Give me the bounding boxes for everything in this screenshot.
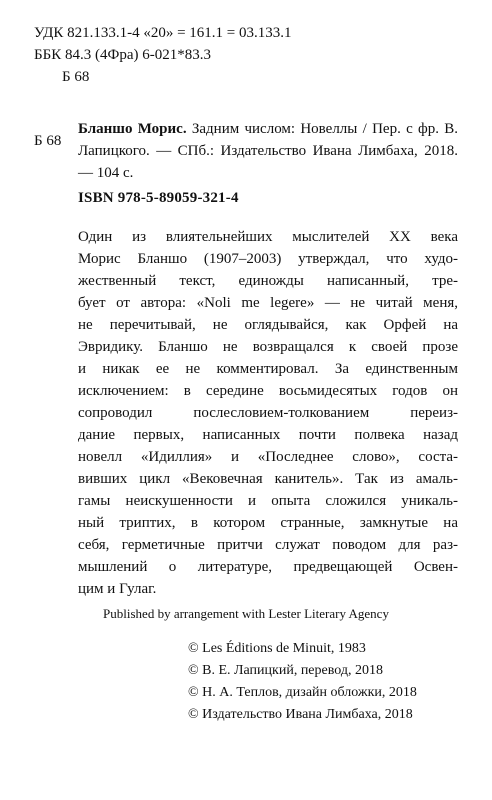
bibliographic-record	[78, 118, 458, 184]
udk-code: УДК 821.133.1-4 «20» = 161.1 = 03.133.1	[34, 25, 292, 41]
abstract-line: себя, герметичные притчи служат поводом для раз-	[78, 537, 458, 553]
author-code-margin: Б 68	[34, 133, 62, 149]
abstract-line: гамы неискушенности и опыта сложился уникаль-	[78, 493, 458, 509]
copyright-line: © В. Е. Лапицкий, перевод, 2018	[188, 663, 383, 678]
isbn: ISBN 978-5-89059-321-4	[78, 190, 239, 206]
abstract-line: не перечитывай, не оглядывайся, как Орфей на	[78, 317, 458, 333]
classification-block	[34, 22, 292, 88]
abstract-line: цим и Гулаг.	[78, 581, 157, 597]
copyright-line: © Н. А. Теплов, дизайн обложки, 2018	[188, 685, 417, 700]
bbk-code: ББК 84.3 (4Фра) 6-021*83.3	[34, 47, 211, 63]
author-mark: Б 68	[62, 69, 90, 85]
abstract-line: новелл «Идиллия» и «Последнее слово», соста-	[78, 449, 458, 465]
copyright-line: © Издательство Ивана Лимбаха, 2018	[188, 707, 413, 722]
abstract-line: Морис Бланшо (1907–2003) утверждал, что худо-	[78, 251, 458, 267]
copyright-list	[188, 638, 417, 726]
abstract-line: мышлений о литературе, предвещающей Освен-	[78, 559, 458, 575]
abstract-line: и никак ее не комментировал. За единственным	[78, 361, 458, 377]
abstract-line: вивших цикл «Вековечная канитель». Так из амаль-	[78, 471, 458, 487]
abstract-line: Эвридику. Бланшо не возвращался к своей прозе	[78, 339, 458, 355]
abstract-line: дание первых, написанных почти полвека назад	[78, 427, 458, 443]
biblio-text: Задним числом: Новеллы / Пер. с фр. В. Лапицкого. — СПб.: Издательство Ивана Лимбаха, 2018. — 104 с.	[78, 121, 459, 181]
biblio-author: Бланшо Морис.	[78, 121, 187, 137]
abstract-line: ный триптих, в котором странные, замкнутые на	[78, 515, 458, 531]
published-note: Published by arrangement with Lester Literary Agency	[103, 606, 389, 621]
abstract-line: Один из влиятельнейших мыслителей XX века	[78, 229, 458, 245]
copyright-line: © Les Éditions de Minuit, 1983	[188, 641, 366, 656]
abstract-line: исключением: в середине восьмидесятых годов он	[78, 383, 458, 399]
abstract	[78, 226, 458, 600]
abstract-line: бует от автора: «Noli me legere» — не читай меня,	[78, 295, 458, 311]
abstract-line: сопроводил послесловием-толкованием переиз-	[78, 405, 458, 421]
abstract-line: жественный текст, единожды написанный, тре-	[78, 273, 458, 289]
